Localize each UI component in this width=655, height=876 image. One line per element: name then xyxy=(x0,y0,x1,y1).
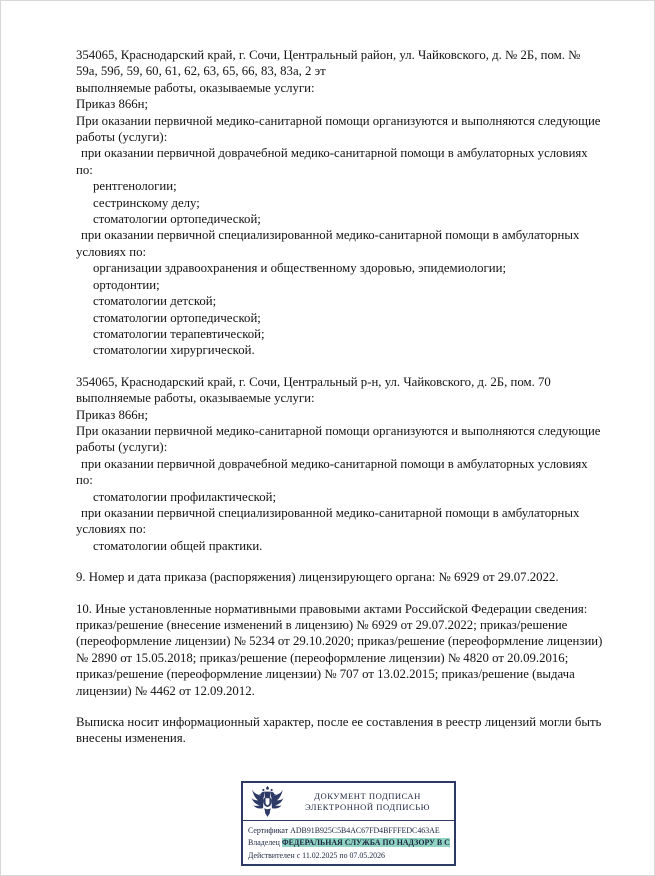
document-line: стоматологии ортопедической; xyxy=(93,310,261,325)
stamp-header xyxy=(243,783,454,820)
document-line: При оказании первичной медико-санитарной помощи организуются и выполняются следующие xyxy=(76,113,601,128)
document-line: стоматологии профилактической; xyxy=(93,489,277,504)
document-line: 354065, Краснодарский край, г. Сочи, Центральный район, ул. Чайковского, д. № 2Б, пом. № xyxy=(76,48,581,62)
document-line: внесены изменения. xyxy=(76,731,186,746)
document-line: при оказании первичной специализированной медико-санитарной помощи в амбулаторных xyxy=(81,505,580,520)
item-10-block xyxy=(76,601,603,699)
document-line: 59а, 59б, 59, 60, 61, 62, 63, 65, 66, 83, 83а, 2 эт xyxy=(76,64,326,79)
document-line: стоматологии терапевтической; xyxy=(93,326,265,341)
document-line: сестринскому делу; xyxy=(93,195,200,210)
stamp-title xyxy=(284,791,451,813)
address-block-1 xyxy=(76,47,601,359)
document-line: Приказ 866н; xyxy=(76,97,149,112)
disclaimer-block xyxy=(76,714,602,747)
document-line: Выписка носит информационный характер, после ее составления в реестр лицензий могли быть xyxy=(76,715,602,730)
document-line: условиях по: xyxy=(76,244,147,259)
document-line: при оказании первичной доврачебной медико-санитарной помощи в амбулаторных условиях xyxy=(81,456,588,471)
document-line: Приказ 866н; xyxy=(76,407,149,422)
validity-row: Действителен с 11.02.2025 по 07.05.2026 xyxy=(248,850,385,860)
document-line: организации здравоохранения и общественному здоровью, эпидемиологии; xyxy=(93,261,507,276)
document-line: ортодонтии; xyxy=(93,277,160,292)
document-line: лицензии) № 4462 от 12.09.2012. xyxy=(76,683,255,698)
certificate-row xyxy=(248,825,449,837)
document-line: 10. Иные установленные нормативными правовыми актами Российской Федерации сведения: xyxy=(76,601,588,616)
document-line: стоматологии хирургической. xyxy=(93,343,255,358)
document-line: № 2890 от 15.05.2018; приказ/решение (переоформление лицензии) № 4820 от 20.09.2016; xyxy=(76,650,569,665)
document-line: при оказании первичной доврачебной медико-санитарной помощи в амбулаторных условиях xyxy=(81,146,588,161)
document-line: приказ/решение (внесение изменений в лицензию) № 6929 от 29.07.2022; приказ/решение xyxy=(76,618,568,632)
owner-label: Владелец xyxy=(248,838,280,848)
document-line: выполняемые работы, оказываемые услуги: xyxy=(76,80,315,95)
document-line: работы (услуги): xyxy=(76,440,168,455)
owner-row xyxy=(248,837,449,849)
certificate-label: Сертификат xyxy=(248,826,289,835)
document-line: (переоформление лицензии) № 5234 от 29.10.2020; приказ/решение (переоформление лицензии) xyxy=(76,634,603,649)
address-block-2 xyxy=(76,374,601,554)
document-line: стоматологии ортопедической; xyxy=(93,212,261,227)
document-line: рентгенологии; xyxy=(93,179,177,194)
document-line: стоматологии детской; xyxy=(93,294,217,309)
electronic-signature-stamp xyxy=(241,781,456,866)
document-line: выполняемые работы, оказываемые услуги: xyxy=(76,391,315,406)
document-line: при оказании первичной специализированной медико-санитарной помощи в амбулаторных xyxy=(81,228,580,243)
document-line: работы (услуги): xyxy=(76,130,168,145)
document-line: по: xyxy=(76,473,93,488)
stamp-details xyxy=(243,821,454,862)
item-9-block xyxy=(76,569,588,585)
owner-value: ФЕДЕРАЛЬНАЯ СЛУЖБА ПО НАДЗОРУ В С xyxy=(281,838,450,848)
russian-coat-of-arms-icon xyxy=(251,785,284,818)
document-line: приказ/решение (переоформление лицензии) № 707 от 13.02.2015; приказ/решение (выдача xyxy=(76,667,575,682)
document-line: При оказании первичной медико-санитарной помощи организуются и выполняются следующие xyxy=(76,423,601,438)
stamp-title-line1: ДОКУМЕНТ ПОДПИСАН xyxy=(314,790,421,801)
document-line: 354065, Краснодарский край, г. Сочи, Центральный р-н, ул. Чайковского, д. 2Б, пом. 70 xyxy=(76,374,551,389)
document-line: стоматологии общей практики. xyxy=(93,538,263,553)
document-line: условиях по: xyxy=(76,522,147,537)
document-line: 9. Номер и дата приказа (распоряжения) лицензирующего органа: № 6929 от 29.07.2022. xyxy=(76,570,559,585)
license-extract-body xyxy=(76,47,603,762)
stamp-title-line2: ЭЛЕКТРОННОЙ ПОДПИСЬЮ xyxy=(304,801,430,812)
document-line: по: xyxy=(76,162,93,177)
certificate-value: ADB91B925C5B4AC67FD4BFFFEDC463AE xyxy=(290,826,440,835)
